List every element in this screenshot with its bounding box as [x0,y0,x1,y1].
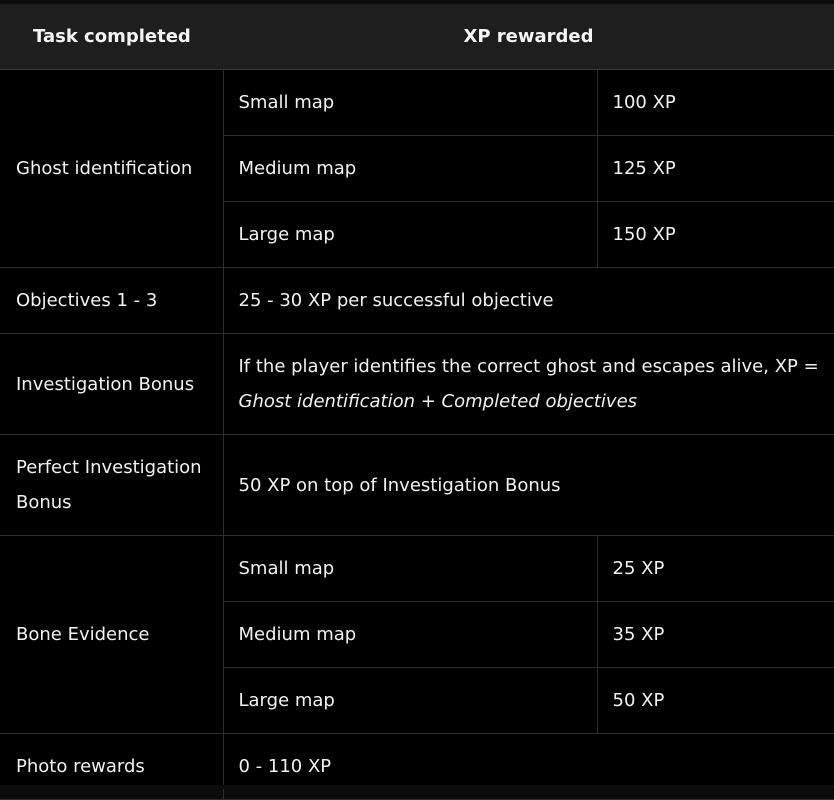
photo-rewards-label: Photo rewards [0,734,223,800]
ghost-large-map-xp: 150 XP [597,202,834,268]
ghost-small-map-xp: 100 XP [597,70,834,136]
bone-large-map: Large map [223,668,597,734]
ghost-large-map: Large map [223,202,597,268]
perfect-investigation-bonus-value: 50 XP on top of Investigation Bonus [223,435,834,536]
bone-small-map-xp: 25 XP [597,536,834,602]
bottom-divider [0,785,834,789]
objectives-label: Objectives 1 - 3 [0,268,223,334]
table-row [0,268,834,334]
bone-small-map: Small map [223,536,597,602]
bone-medium-map: Medium map [223,602,597,668]
photo-rewards-value: 0 - 110 XP [223,734,834,800]
investigation-bonus-formula: Ghost identification + Completed objectives [238,391,638,412]
table-row [0,734,834,800]
objectives-value: 25 - 30 XP per successful objective [223,268,834,334]
ghost-identification-label: Ghost identification [0,70,223,268]
ghost-medium-map-xp: 125 XP [597,136,834,202]
xp-rewards-table-container [0,4,834,785]
investigation-bonus-label: Investigation Bonus [0,334,223,435]
task-completed-header: Task completed [0,4,223,70]
table-row [0,334,834,435]
table-header-row [0,4,834,70]
xp-rewarded-header: XP rewarded [223,4,834,70]
ghost-small-map: Small map [223,70,597,136]
bone-medium-map-xp: 35 XP [597,602,834,668]
investigation-bonus-value [223,334,834,435]
perfect-investigation-bonus-label: Perfect Investigation Bonus [0,435,223,536]
table-row [0,70,834,136]
xp-rewards-table [0,4,834,800]
bone-evidence-label: Bone Evidence [0,536,223,734]
table-row [0,435,834,536]
table-row [0,536,834,602]
investigation-bonus-text: If the player identifies the correct ghost and escapes alive, XP = [238,356,819,377]
bone-large-map-xp: 50 XP [597,668,834,734]
ghost-medium-map: Medium map [223,136,597,202]
